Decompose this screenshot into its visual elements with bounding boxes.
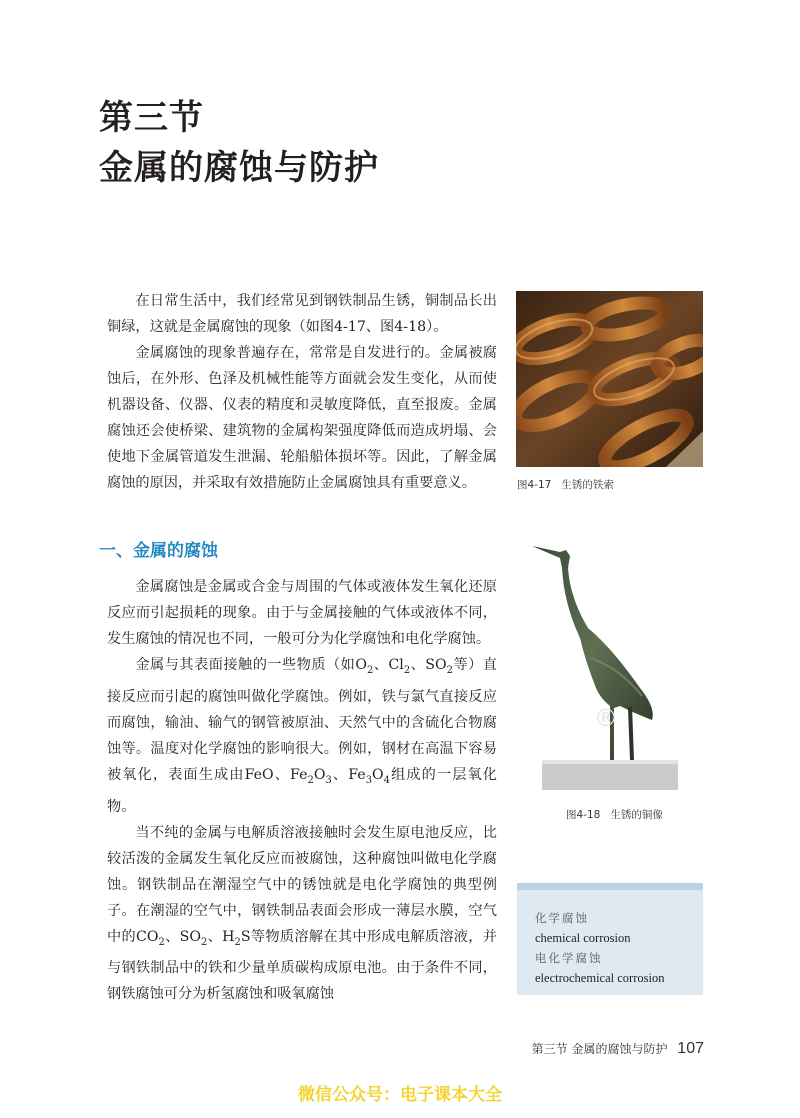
glossary-term-2-en: electrochemical corrosion (535, 971, 665, 985)
registered-mark: ® (594, 704, 618, 732)
figure-4-18-caption: 图4-18 生锈的铜像 (566, 809, 663, 821)
page-footer (532, 1040, 704, 1058)
footer-section: 第三节 (531, 1042, 568, 1056)
intro-paragraph-1: 在日常生活中，我们经常见到钢铁制品生锈，铜制品长出铜绿，这就是金属腐蚀的现象（如图4-17、图4-18）。 (107, 293, 497, 335)
rusty-chain-photo (516, 291, 703, 467)
corrosion-paragraph-3: 当不纯的金属与电解质溶液接触时会发生原电池反应，比较活泼的金属发生氧化反应而被腐蚀，这种腐蚀叫做电化学腐蚀。钢铁制品在潮湿空气中的锈蚀就是电化学腐蚀的典型例子。在潮湿的空气中，钢铁制品表面会形成一薄层水膜，空气中的$CO_2$、$SO_2$、$H_2S$等物质溶解在其中形成电解质溶液，并与钢铁制品中的铁和少量单质碳构成原电池。由于条件不同，钢铁腐蚀可分为析氢腐蚀和吸氧腐蚀 (107, 824, 497, 1003)
intro-text (107, 288, 497, 496)
corrosion-paragraph-1: 金属腐蚀是金属或合金与周围的气体或液体发生氧化还原反应而引起损耗的现象。由于与金属接触的气体或液体不同，发生腐蚀的情况也不同，一般可分为化学腐蚀和电化学腐蚀。 (107, 579, 497, 647)
figure-4-17-caption: 图4-17 生锈的铁索 (517, 479, 614, 491)
footer-title: 金属的腐蚀与防护 (571, 1042, 668, 1056)
intro-paragraph-2: 金属腐蚀的现象普遍存在，常常是自发进行的。金属被腐蚀后，在外形、色泽及机械性能等方面就会发生变化，从而使机器设备、仪器、仪表的精度和灵敏度降低，直至报废。金属腐蚀还会使桥梁、建筑物的金属构架强度降低而造成坍塌、会使地下金属管道发生泄漏、轮船船体损坏等。因此，了解金属腐蚀的原因，并采取有效措施防止金属腐蚀具有重要意义。 (107, 345, 497, 491)
corrosion-paragraph-2: 金属与其表面接触的一些物质（如$O_2$、$Cl_2$、$SO_2$等）直接反应而引起的腐蚀叫做化学腐蚀。例如，铁与氯气直接反应而腐蚀，输油、输气的钢管被原油、天然气中的含硫化合物腐蚀等。温度对化学腐蚀的影响很大。例如，钢材在高温下容易被氧化，表面生成由FeO、$Fe_2O_3$、$Fe_3O_4$组成的一层氧化物。 (107, 657, 497, 815)
page-number: 107 (677, 1040, 704, 1057)
section-title: 金属的腐蚀与防护 (99, 148, 379, 188)
subsection-heading: 一、金属的腐蚀 (99, 541, 218, 561)
glossary-box (517, 883, 703, 995)
glossary-term-2-zh: 电化学腐蚀 (535, 951, 603, 965)
corrosion-text (107, 574, 497, 1007)
section-number: 第三节 (99, 98, 204, 138)
glossary-term-1-zh: 化学腐蚀 (535, 911, 589, 925)
glossary-term-1-en: chemical corrosion (535, 931, 631, 945)
watermark-text: 微信公众号：电子课本大全 (298, 1085, 502, 1105)
bronze-crane-photo (530, 538, 690, 800)
